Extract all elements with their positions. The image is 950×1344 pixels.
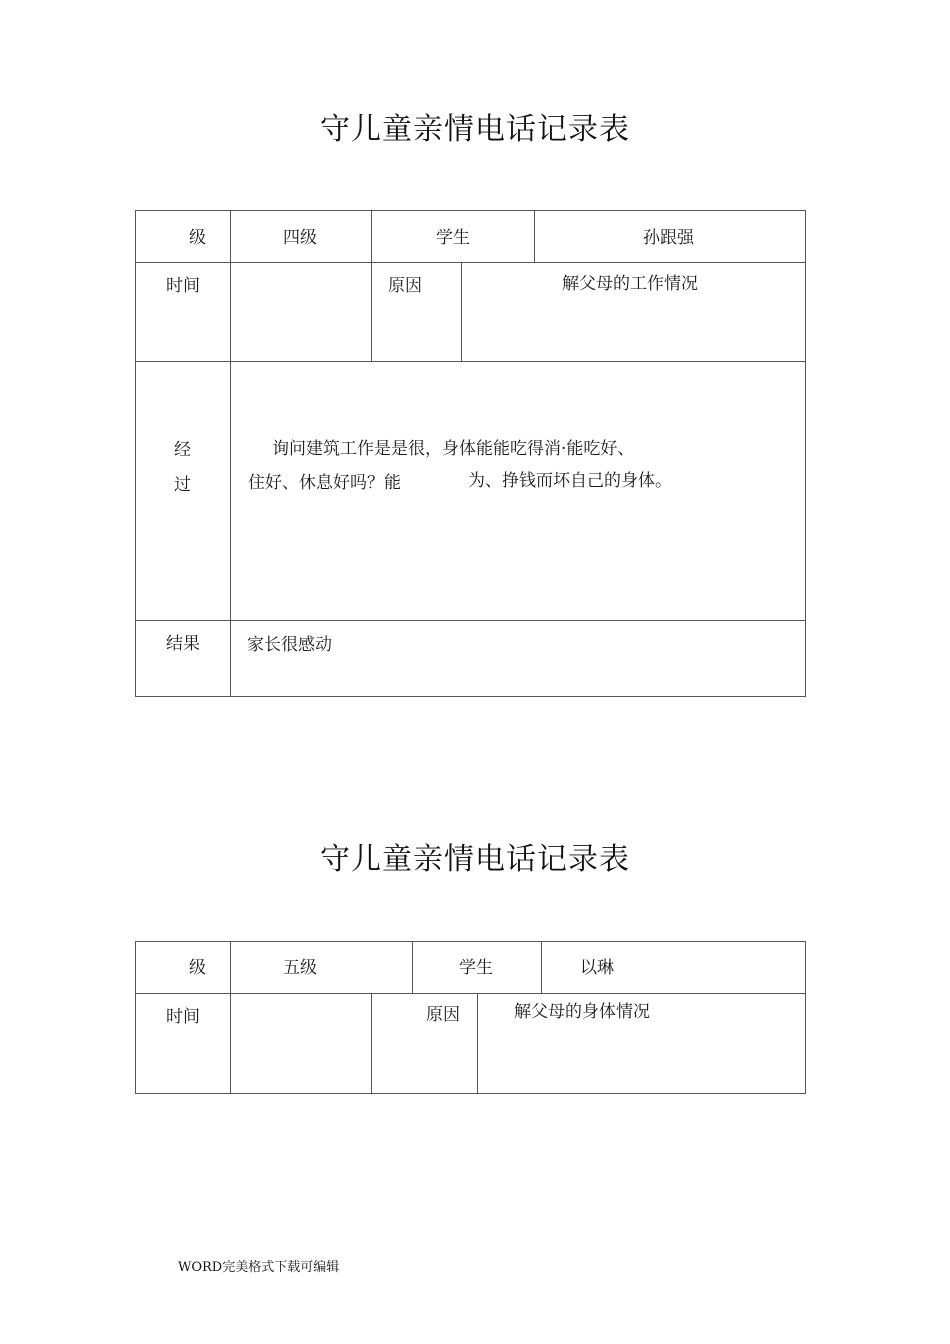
page-title: 守儿童亲情电话记录表 bbox=[320, 842, 630, 877]
column-divider bbox=[371, 210, 372, 362]
student-name: 以琳 bbox=[580, 958, 614, 978]
process-label-char-2: 过 bbox=[174, 475, 191, 495]
reason-value: 解父母的工作情况 bbox=[562, 274, 698, 294]
result-label: 结果 bbox=[166, 634, 200, 654]
row-divider bbox=[135, 993, 806, 994]
row-divider bbox=[135, 361, 806, 362]
column-divider bbox=[230, 941, 231, 1094]
reason-value: 解父母的身体情况 bbox=[514, 1002, 650, 1022]
student-label: 学生 bbox=[459, 958, 493, 978]
time-label: 时间 bbox=[166, 276, 200, 296]
grade-value: 五级 bbox=[283, 958, 317, 978]
footer-note: WORD完美格式下载可编辑 bbox=[178, 1260, 340, 1275]
column-divider bbox=[230, 210, 231, 697]
reason-label: 原因 bbox=[426, 1005, 460, 1025]
student-name: 孙跟强 bbox=[643, 228, 694, 248]
column-divider bbox=[412, 941, 413, 993]
column-divider bbox=[477, 993, 478, 1094]
grade-label: 级 bbox=[189, 228, 206, 248]
process-text-line-2a: 住好、休息好吗？能 bbox=[248, 473, 401, 493]
student-label: 学生 bbox=[436, 228, 470, 248]
row-divider bbox=[135, 620, 806, 621]
row-divider bbox=[135, 262, 806, 263]
grade-label: 级 bbox=[189, 958, 206, 978]
column-divider bbox=[371, 993, 372, 1094]
result-value: 家长很感动 bbox=[247, 635, 332, 655]
grade-value: 四级 bbox=[283, 228, 317, 248]
column-divider bbox=[461, 262, 462, 362]
time-label: 时间 bbox=[166, 1007, 200, 1027]
column-divider bbox=[534, 210, 535, 262]
column-divider bbox=[541, 941, 542, 993]
reason-label: 原因 bbox=[388, 276, 422, 296]
process-text-line-2b: 为、挣钱而坏自己的身体。 bbox=[468, 471, 672, 491]
process-label-char-1: 经 bbox=[174, 440, 191, 460]
process-text-line-1: 询问建筑工作是是很，身体能能吃得消·能吃好、 bbox=[272, 439, 635, 459]
page-title: 守儿童亲情电话记录表 bbox=[320, 112, 630, 147]
